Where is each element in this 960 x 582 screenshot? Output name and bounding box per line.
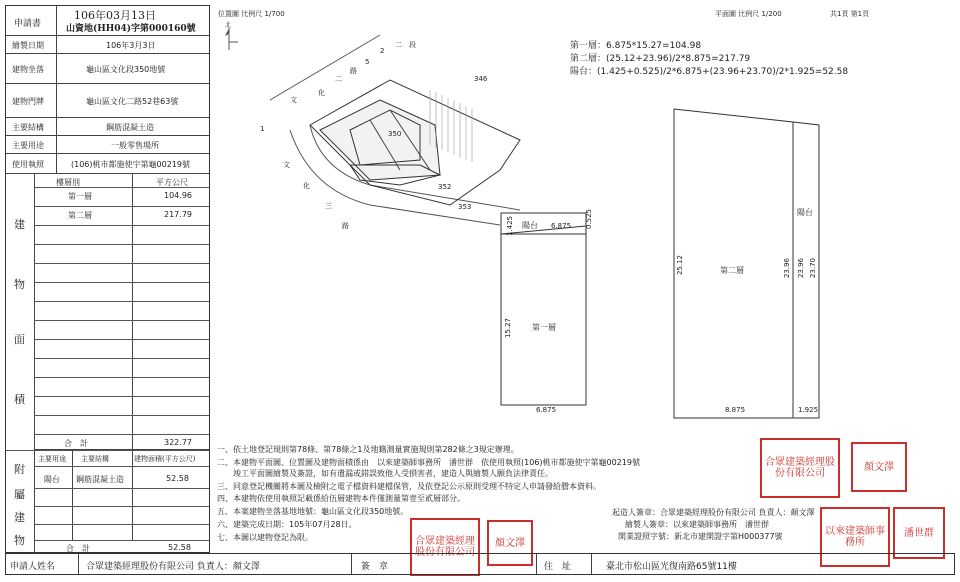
- area-header-floor: 樓層別: [56, 178, 80, 187]
- applicant-address: 臺北市松山區光復南路65號11樓: [606, 562, 737, 572]
- architect-office-seal: 以來建築師事務所: [820, 507, 890, 567]
- floor1-plan: [500, 212, 590, 407]
- area-value-1: 104.96: [164, 191, 192, 200]
- location-plan-title: 位置圖 比例尺 1/700: [218, 10, 285, 18]
- row-draw-date: 繪製日期 106年3月3日: [6, 36, 209, 54]
- signature-builder: 起造人簽章：合眾建築經理股份有限公司 負責人：顏文澤: [612, 508, 815, 517]
- annex-header-struct: 主要結構: [81, 455, 109, 463]
- page-count: 共1頁 第1頁: [830, 10, 870, 18]
- signature-drafter: 繪製人簽章：以來建築師事務所 潘世群: [625, 520, 769, 529]
- representative-seal-2: 顏文澤: [487, 520, 533, 566]
- applicant-label: 申請人姓名: [10, 562, 56, 572]
- signature-license: 開業證照字號：新北市建開證字第H000377號: [618, 532, 783, 541]
- north-label: 北: [225, 22, 232, 29]
- row-license: 使用執照 (106)桃市都施使字第龜00219號: [6, 154, 209, 174]
- area-formulas: 第一層：6.875*15.27=104.98 第二層：(25.12+23.96)/2*8.875=217.79 陽台：(1.425+0.525)/2*6.875+(23.96+23.70)/2*1.925=52.58: [570, 41, 849, 77]
- company-seal-2: 合眾建築經理股份有限公司: [410, 518, 480, 576]
- floor2-balcony-label: 陽台: [797, 208, 813, 217]
- floor1-label: 第一層: [532, 323, 556, 332]
- company-seal: 合眾建築經理股份有限公司: [760, 438, 840, 498]
- area-header-unit: 平方公尺: [156, 178, 188, 187]
- row-structure: 主要結構 鋼筋混凝土造: [6, 118, 209, 136]
- area-total-row: 合 計 322.77: [34, 434, 209, 450]
- form-table: 申請書 106年03月13日 山資地(HH04)字第000160號 繪製日期 106年3月3日 建物坐落 龜山區文化段350地號 建物門牌 龜山區文化二路52巷63號 主要結構 鋼筋混凝土造 主要用途 一般零售場所 使用執照 (106)桃市都施使字第龜00219號 樓層別 平方公尺 建 物 面 積 第一層 104.96 第二層 217.79 合 計 322.77 附 屬 建 物 主要用途 主要結構 建物面積(平方公尺) 陽台 鋼筋混凝土造 52.58 合 計 52.58: [5, 5, 210, 553]
- area-floor-2: 第二層: [68, 211, 92, 220]
- floor-plan-title: 平面圖 比例尺 1/200: [715, 10, 782, 18]
- annex-header-area: 建物面積(平方公尺): [134, 455, 196, 463]
- area-total-value: 322.77: [164, 438, 192, 447]
- applicant-bar: [5, 553, 955, 575]
- row-location: 建物坐落 龜山區文化段350地號: [6, 54, 209, 84]
- floor2-label: 第二層: [720, 266, 744, 275]
- area-value-2: 217.79: [164, 210, 192, 219]
- annex-header-use: 主要用途: [38, 455, 66, 463]
- header-row: [6, 6, 209, 36]
- header-date: 106年03月13日: [74, 9, 156, 22]
- area-floor-1: 第一層: [68, 192, 92, 201]
- applicant-name: 合眾建築經理股份有限公司 負責人：顏文澤: [86, 562, 260, 572]
- annex-area-value: 52.58: [166, 474, 189, 483]
- header-label: 申請書: [14, 19, 42, 29]
- address-label: 住 址: [544, 562, 572, 572]
- row-usage: 主要用途 一般零售場所: [6, 136, 209, 154]
- row-address: 建物門牌 龜山區文化二路52巷63號: [6, 84, 209, 118]
- floor1-balcony-label: 陽台: [522, 221, 538, 230]
- sign-label: 簽 章: [361, 562, 389, 572]
- north-arrow-icon: [222, 26, 242, 52]
- representative-seal: 顏文澤: [851, 442, 907, 492]
- annex-total-value: 52.58: [168, 543, 191, 552]
- header-number: 山資地(HH04)字第000160號: [66, 24, 196, 34]
- architect-seal: 潘世群: [893, 507, 945, 559]
